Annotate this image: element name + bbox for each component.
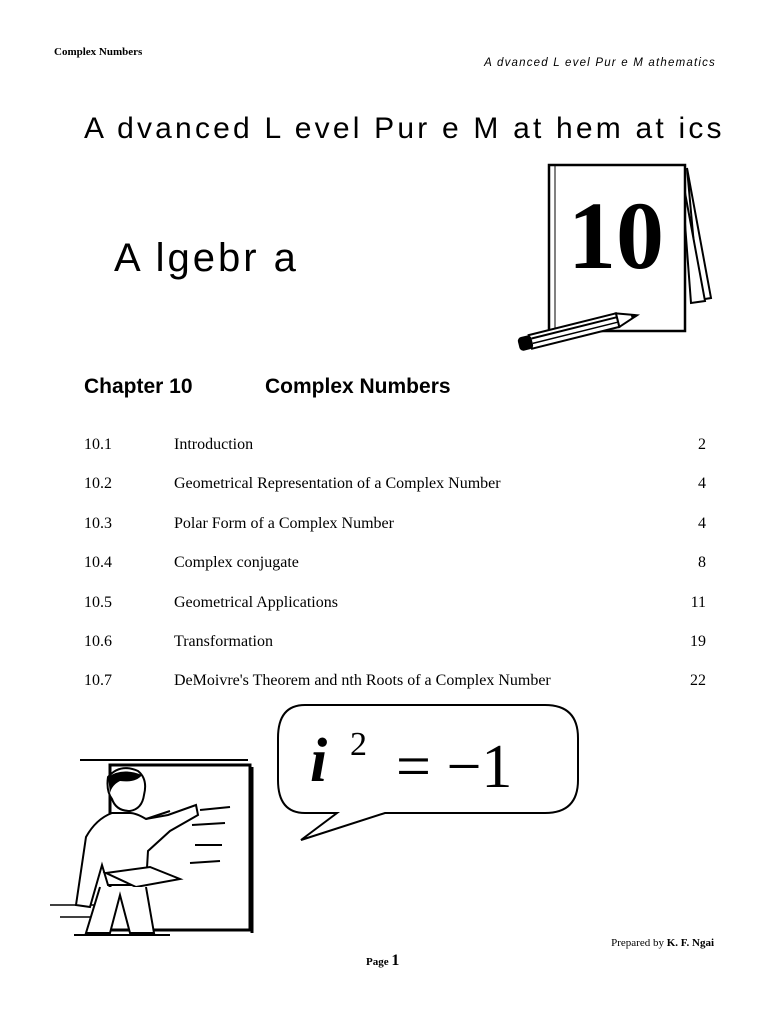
toc-page-number: 11 [690,593,706,611]
toc-section-title: Complex conjugate [174,554,299,572]
table-of-contents [84,430,714,706]
page-number-value: 1 [391,952,400,969]
chapter-number: Chapter 10 [84,375,193,398]
running-header-right: A dvanced L evel Pur e M athematics [484,57,716,69]
toc-row [84,430,714,469]
toc-section-number: 10.2 [84,475,112,493]
formula-base: i [310,727,328,795]
toc-section-number: 10.3 [84,514,112,532]
toc-section-number: 10.7 [84,672,112,690]
toc-page-number: 8 [698,554,706,572]
running-header-left: Complex Numbers [54,46,143,58]
author-name: K. F. Ngai [666,937,714,949]
toc-section-title: Geometrical Applications [174,593,338,611]
subject-title: A lgebr a [114,236,299,280]
toc-section-title: Transformation [174,632,273,650]
toc-row [84,627,714,666]
toc-section-number: 10.1 [84,436,112,453]
cover-title: A dvanced L evel Pur e M at hem at ics [84,112,725,145]
page-label: Page [366,956,389,968]
toc-page-number: 19 [690,632,706,650]
toc-section-number: 10.6 [84,632,112,650]
chapter-badge-number: 10 [568,182,664,289]
page-number [366,952,399,970]
toc-page-number: 4 [698,514,706,532]
prepared-by-label: Prepared by [611,937,664,949]
toc-row [84,548,714,587]
teacher-at-board-illustration [50,755,260,945]
formula-rhs: = −1 [396,733,513,801]
toc-row [84,469,714,508]
toc-page-number: 4 [698,475,706,493]
prepared-by [611,937,714,949]
toc-section-title: Geometrical Representation of a Complex Number [174,475,501,493]
toc-page-number: 2 [698,436,706,453]
toc-section-number: 10.4 [84,554,112,572]
toc-section-number: 10.5 [84,593,112,611]
toc-section-title: DeMoivre's Theorem and nth Roots of a Complex Number [174,672,551,690]
toc-row [84,509,714,548]
chapter-title: Complex Numbers [265,375,451,398]
toc-section-title: Introduction [174,436,254,453]
formula-exponent: 2 [350,726,367,763]
toc-page-number: 22 [690,672,706,690]
toc-row [84,588,714,627]
toc-section-title: Polar Form of a Complex Number [174,514,394,532]
